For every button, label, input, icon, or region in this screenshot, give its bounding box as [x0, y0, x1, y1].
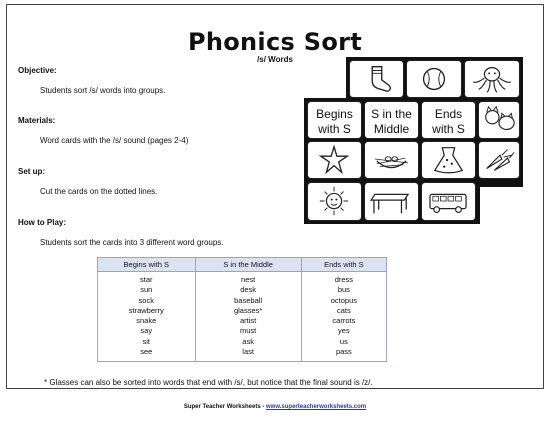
word-item: must: [239, 326, 257, 336]
word-item: strawberry: [128, 305, 164, 315]
word-item: ask: [242, 336, 254, 346]
word-item: sit: [142, 336, 150, 346]
howto-text: Students sort the cards into 3 different word groups.: [40, 238, 224, 247]
word-item: sun: [140, 285, 153, 295]
desk-card: [364, 182, 419, 221]
setup-heading: Set up:: [18, 167, 46, 176]
column-begins: [98, 272, 196, 362]
carrots-icon: [479, 142, 519, 178]
word-item: sock: [138, 295, 154, 305]
word-item: us: [339, 336, 348, 346]
footer-link[interactable]: www.superteacherworksheets.com: [265, 404, 367, 410]
footer-text: Super Teacher Worksheets -: [183, 404, 266, 410]
bus-icon: [422, 183, 475, 220]
setup-text: Cut the cards on the dotted lines.: [40, 187, 158, 196]
star-icon: [308, 142, 361, 178]
column-header-ends: Ends with S: [301, 258, 386, 272]
label-ends-line2: with S: [432, 122, 465, 136]
sun-card: [307, 182, 362, 221]
column-middle: [195, 272, 301, 362]
nest-icon: [365, 142, 418, 178]
dress-card: [421, 141, 476, 179]
label-middle-line2: Middle: [373, 122, 410, 136]
column-ends: [301, 272, 386, 362]
page-title: Phonics Sort: [187, 28, 363, 56]
page-subtitle: /s/ Words: [257, 55, 293, 64]
baseball-icon: [407, 61, 461, 97]
sock-icon: [350, 61, 403, 97]
star-card: [307, 141, 362, 179]
label-middle-line1: S in the: [371, 107, 412, 121]
octopus-icon: [465, 61, 519, 97]
word-item: pass: [335, 347, 352, 357]
octopus-card: [464, 60, 520, 98]
word-item: dress: [334, 275, 354, 284]
word-item: octopus: [330, 295, 358, 305]
word-item: last: [242, 347, 254, 357]
word-item: bus: [337, 285, 350, 295]
sock-card: [349, 60, 404, 98]
word-item: yes: [338, 326, 350, 336]
materials-text: Word cards with the /s/ sound (pages 2-4): [40, 136, 189, 145]
footer: [0, 404, 550, 410]
word-item: cats: [336, 305, 351, 315]
howto-heading: How to Play:: [18, 218, 67, 227]
cats-icon: [479, 102, 519, 138]
dress-icon: [422, 142, 475, 178]
bus-card: [421, 182, 476, 221]
word-item: baseball: [234, 295, 263, 305]
sun-icon: [308, 183, 361, 220]
label-begins-line1: Begins: [316, 107, 353, 121]
word-item: artist: [239, 316, 257, 326]
label-begins-line2: with S: [318, 122, 351, 136]
column-header-begins: Begins with S: [98, 258, 196, 272]
column-header-middle: S in the Middle: [195, 258, 301, 272]
word-sort-table: [97, 257, 387, 362]
cats-card: [478, 101, 520, 139]
word-item: say: [140, 326, 153, 336]
word-item: snake: [136, 316, 157, 326]
nest-card: [364, 141, 419, 179]
materials-heading: Materials:: [18, 116, 56, 125]
objective-text: Students sort /s/ words into groups.: [40, 86, 166, 95]
word-item: carrots: [332, 316, 356, 326]
label-card-begins: [307, 101, 362, 139]
objective-heading: Objective:: [18, 66, 57, 75]
desk-icon: [365, 183, 418, 220]
baseball-card: [406, 60, 462, 98]
word-item: see: [140, 347, 153, 357]
word-item: glasses*: [233, 305, 263, 315]
label-ends-line1: Ends: [434, 107, 463, 121]
word-item: star: [139, 275, 153, 284]
carrots-card: [478, 141, 520, 179]
word-item: desk: [240, 285, 257, 295]
word-item: nest: [241, 275, 256, 284]
footnote: * Glasses can also be sorted into words that end with /s/, but notice that the final sound is /z/.: [44, 378, 373, 387]
label-card-middle: [364, 101, 419, 139]
label-card-ends: [421, 101, 476, 139]
